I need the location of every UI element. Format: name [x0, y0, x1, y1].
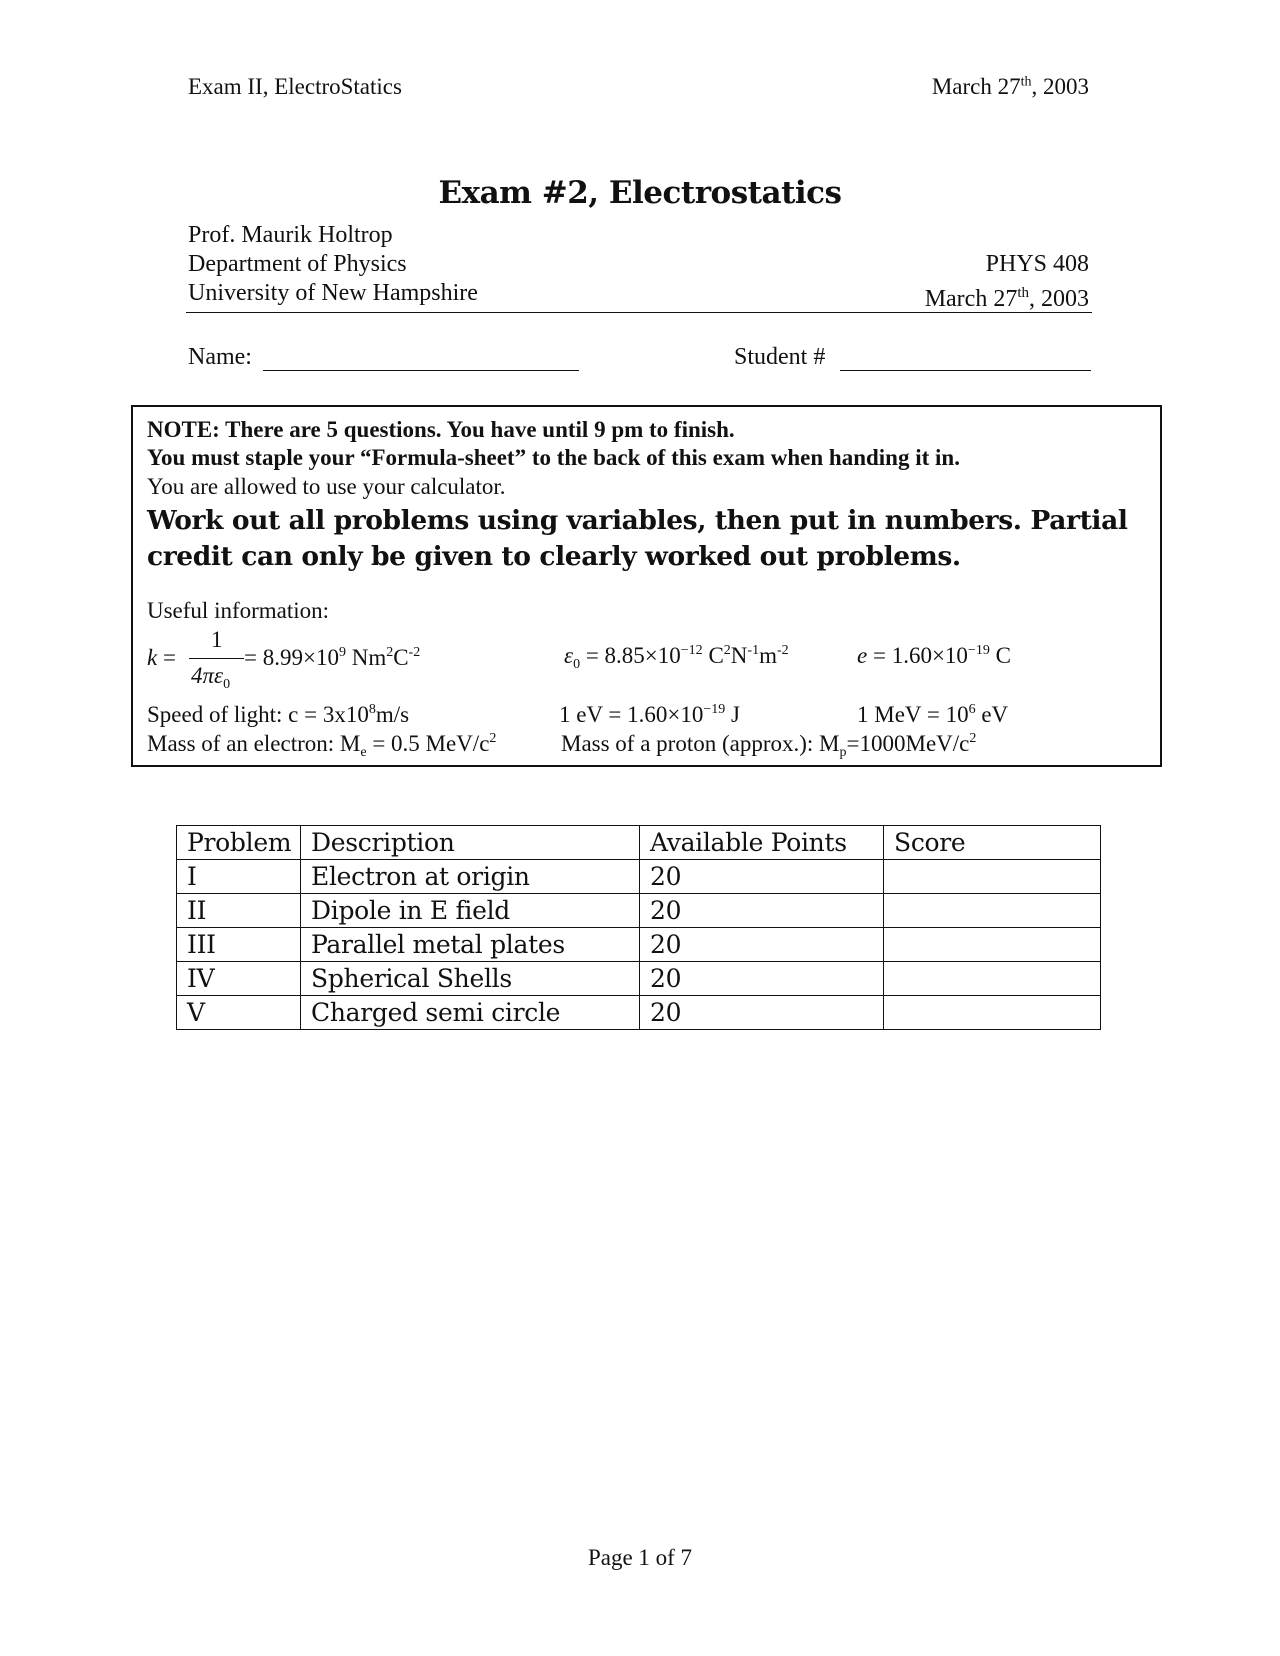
table-row — [177, 894, 1101, 928]
k-fraction-denominator: $4\pi\varepsilon_0$ — [191, 663, 231, 692]
university-name: University of New Hampshire — [188, 280, 478, 306]
available-points: 20 — [640, 860, 884, 894]
running-header-date: March 27th, 2003 — [931, 74, 1089, 99]
problem-description: Dipole in E field — [301, 894, 640, 928]
name-input-line[interactable] — [263, 370, 579, 371]
table-row — [177, 996, 1101, 1030]
score-cell[interactable] — [884, 928, 1101, 962]
useful-information-label: Useful information: — [147, 598, 330, 623]
speed-of-light-value: Speed of light: $c = 3x10^8m/s$ — [147, 702, 410, 727]
professor-name: Prof. Maurik Holtrop — [188, 222, 393, 248]
exam-date: March 27th, 2003 — [924, 285, 1089, 312]
score-table — [176, 825, 1101, 1030]
problem-description: Charged semi circle — [301, 996, 640, 1030]
proton-mass-value: Mass of a proton (approx.): $M_p=1000MeV/c^2$ — [561, 731, 977, 760]
available-points: 20 — [640, 996, 884, 1030]
problem-number: III — [177, 928, 301, 962]
k-value: = $8.99\times 10^9$ $Nm^2C^{-2}$ — [244, 645, 421, 670]
course-info-left — [188, 221, 478, 308]
student-number-label: Student # — [734, 344, 826, 370]
score-cell[interactable] — [884, 894, 1101, 928]
available-points: 20 — [640, 894, 884, 928]
electron-mass-value: Mass of an electron: $M_e = 0.5$ MeV/$c^2$ — [147, 731, 497, 760]
k-fraction-numerator: 1 — [211, 627, 223, 652]
name-label: Name: — [188, 344, 252, 370]
score-cell[interactable] — [884, 996, 1101, 1030]
score-table-header — [177, 826, 1101, 860]
column-header-available-points: Available Points — [640, 826, 884, 860]
column-header-description: Description — [301, 826, 640, 860]
note-calculator: You are allowed to use your calculator. — [147, 474, 506, 499]
table-row — [177, 928, 1101, 962]
score-cell[interactable] — [884, 962, 1101, 996]
column-header-score: Score — [884, 826, 1101, 860]
electron-volt-value: 1 eV = $1.60\times 10^{-19}$ J — [559, 702, 740, 727]
problem-number: V — [177, 996, 301, 1030]
student-number-input-line[interactable] — [840, 370, 1091, 371]
page-number: Page 1 of 7 — [587, 1545, 693, 1570]
table-row — [177, 860, 1101, 894]
info-divider — [186, 312, 1092, 313]
score-cell[interactable] — [884, 860, 1101, 894]
mega-electron-volt-value: 1 MeV = $10^6$ eV — [857, 702, 1009, 727]
problem-description: Spherical Shells — [301, 962, 640, 996]
note-questions: NOTE: There are 5 questions. You have until 9 pm to finish. — [147, 417, 735, 442]
course-code: PHYS 408 — [985, 251, 1089, 277]
column-header-problem: Problem — [177, 826, 301, 860]
k-fraction-bar — [189, 658, 244, 659]
available-points: 20 — [640, 928, 884, 962]
note-instruction: Work out all problems using variables, then put in numbers. Partial credit can only be given to clearly worked out problems. — [147, 505, 1128, 572]
epsilon-zero-value: $\varepsilon_0 = 8.85\times 10^{-12}$ $C^2N^{-1}m^{-2}$ — [564, 643, 789, 672]
running-header-left: Exam II, ElectroStatics — [188, 74, 402, 99]
elementary-charge-value: $e = 1.60\times 10^{-19}$ C — [857, 643, 1011, 668]
course-info-right — [925, 250, 1089, 314]
k-symbol: k = — [147, 645, 176, 670]
problem-number: II — [177, 894, 301, 928]
available-points: 20 — [640, 962, 884, 996]
problem-number: I — [177, 860, 301, 894]
note-formula-sheet: You must staple your “Formula-sheet” to the back of this exam when handing it in. — [147, 445, 960, 470]
department-name: Department of Physics — [188, 251, 407, 277]
problem-description: Electron at origin — [301, 860, 640, 894]
problem-description: Parallel metal plates — [301, 928, 640, 962]
problem-number: IV — [177, 962, 301, 996]
page-title: Exam #2, Electrostatics — [438, 175, 842, 211]
table-row — [177, 962, 1101, 996]
